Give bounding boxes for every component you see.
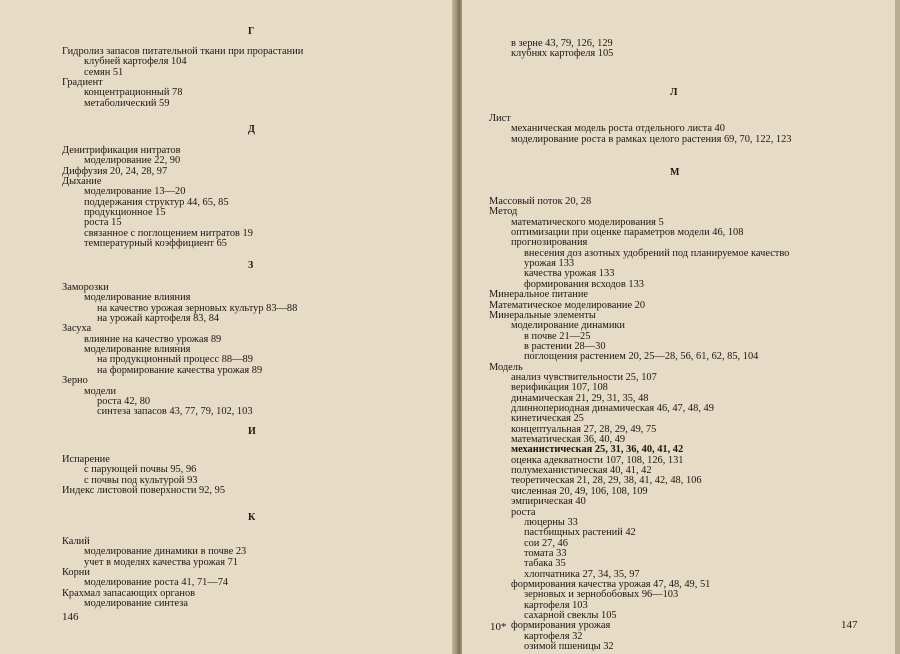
index-subentry: сахарной свеклы 105	[524, 610, 617, 621]
index-subentry: формирования всходов 133	[524, 278, 644, 290]
index-subentry: кинетическая 25	[511, 413, 584, 425]
index-subentry: клубнях картофеля 105	[511, 48, 614, 60]
section-letter: К	[248, 512, 256, 523]
index-subentry: клубней картофеля 104	[84, 56, 187, 68]
index-heading: Гидролиз запасов питательной ткани при прорастании	[62, 46, 304, 57]
index-subentry: моделирование роста в рамках целого растения 69, 70, 122, 123	[511, 133, 792, 145]
index-subentry: продукционное 15	[84, 207, 166, 219]
index-subentry: томата 33	[524, 547, 567, 559]
index-subentry: моделирование 22, 90	[84, 155, 181, 167]
index-subentry: динамическая 21, 29, 31, 35, 48	[511, 392, 649, 404]
page-number-left: 146	[62, 611, 79, 623]
index-subentry: роста 15	[84, 217, 122, 229]
index-subentry: пастбищных растений 42	[524, 527, 636, 539]
index-subentry: численная 20, 49, 106, 108, 109	[511, 485, 648, 497]
index-subentry: в растении 28—30	[524, 340, 606, 352]
index-heading: Модель	[489, 361, 523, 373]
index-subentry: оптимизации при оценке параметров модели 46, 108	[511, 227, 744, 239]
index-subentry: учет в моделях качества урожая 71	[84, 556, 239, 568]
index-heading: Минеральное питание	[489, 289, 589, 301]
index-subentry: моделирование 13—20	[84, 186, 186, 198]
index-subentry: урожая 133	[524, 258, 575, 270]
index-heading: Индекс листовой поверхности 92, 95	[62, 485, 226, 497]
index-subentry: семян 51	[84, 66, 124, 78]
index-subentry: табака 35	[524, 558, 566, 570]
index-subentry: механистическая 25, 31, 36, 40, 41, 42	[511, 444, 684, 456]
index-heading: Испарение	[62, 454, 110, 465]
index-subentry: роста	[511, 506, 536, 518]
index-subentry: моделирование синтеза	[84, 598, 188, 610]
index-subentry: математическая 36, 40, 49	[511, 434, 626, 445]
index-heading: Диффузия 20, 24, 28, 97	[62, 165, 168, 177]
index-heading: Математическое моделирование 20	[489, 299, 646, 311]
index-heading: Дыхание	[62, 176, 102, 188]
index-subentry: связанное с поглощением нитратов 19	[84, 227, 253, 239]
index-subentry: температурный коэффициент 65	[84, 238, 227, 250]
index-subentry: формирования качества урожая 47, 48, 49, 51	[511, 579, 711, 590]
index-subentry: качества урожая 133	[524, 268, 615, 280]
index-heading: Массовый поток 20, 28	[489, 196, 592, 207]
index-heading: Лист	[489, 113, 511, 124]
index-subentry: на формирование качества урожая 89	[97, 364, 263, 376]
index-subentry: картофеля 103	[524, 599, 588, 611]
section-letter: М	[670, 167, 680, 178]
section-letter: Д	[248, 124, 255, 135]
right-page	[462, 0, 900, 654]
index-subentry: в почве 21—25	[524, 330, 591, 342]
index-subentry: на качество урожая зерновых культур 83—88	[97, 302, 298, 314]
index-subentry: анализ чувствительности 25, 107	[511, 371, 657, 383]
index-subentry: прогнозирования	[511, 237, 588, 249]
index-subentry: модели	[84, 385, 117, 397]
index-heading: Крахмал запасающих органов	[62, 587, 196, 599]
index-subentry: озимой пшеницы 32	[524, 641, 614, 652]
index-subentry: математического моделирования 5	[511, 216, 664, 228]
index-subentry: моделирование роста 41, 71—74	[84, 577, 229, 589]
index-subentry: хлопчатника 27, 34, 35, 97	[524, 568, 640, 580]
index-subentry: верификация 107, 108	[511, 382, 608, 394]
index-heading: Зерно	[62, 375, 88, 387]
index-subentry: зерновых и зернобобовых 96—103	[524, 589, 679, 601]
index-subentry: с почвы под культурой 93	[84, 474, 198, 486]
index-subentry: теоретическая 21, 28, 29, 38, 41, 42, 48, 106	[511, 475, 702, 487]
index-subentry: механическая модель роста отдельного листа 40	[511, 123, 725, 135]
index-subentry: поглощения растением 20, 25—28, 56, 61, 62, 85, 104	[524, 351, 759, 363]
page-number-right: 147	[841, 619, 858, 631]
index-subentry: концентрационный 78	[84, 87, 183, 99]
index-subentry: синтеза запасов 43, 77, 79, 102, 103	[97, 406, 253, 418]
index-subentry: на продукционный процесс 88—89	[97, 354, 253, 366]
index-subentry: люцерны 33	[524, 516, 578, 528]
index-subentry: полумеханистическая 40, 41, 42	[511, 465, 652, 477]
index-subentry: влияние на качество урожая 89	[84, 333, 222, 345]
index-subentry: моделирование влияния	[84, 292, 191, 304]
section-letter: И	[248, 426, 256, 437]
page-edge	[895, 0, 900, 654]
index-subentry: в зерне 43, 79, 126, 129	[511, 38, 613, 49]
index-subentry: сои 27, 46	[524, 537, 568, 549]
index-subentry: с парующей почвы 95, 96	[84, 464, 197, 476]
index-subentry: моделирование динамики в почве 23	[84, 546, 247, 558]
index-subentry: на урожай картофеля 83, 84	[97, 313, 220, 325]
index-subentry: роста 42, 80	[97, 395, 151, 407]
index-subentry: картофеля 32	[524, 630, 583, 642]
section-letter: Л	[670, 87, 678, 98]
index-heading: Минеральные элементы	[489, 309, 596, 321]
index-heading: Засуха	[62, 323, 92, 335]
index-subentry: поддержания структур 44, 65, 85	[84, 196, 229, 208]
index-subentry: концептуальная 27, 28, 29, 49, 75	[511, 423, 657, 435]
index-heading: Метод	[489, 206, 518, 218]
index-subentry: моделирование влияния	[84, 344, 191, 356]
index-subentry: метаболический 59	[84, 97, 170, 109]
index-heading: Градиент	[62, 77, 103, 88]
index-subentry: оценка адекватности 107, 108, 126, 131	[511, 454, 684, 466]
index-heading: Заморозки	[62, 282, 109, 293]
index-heading: Калий	[62, 536, 90, 547]
section-letter: З	[248, 260, 254, 271]
index-heading: Денитрификация нитратов	[62, 145, 181, 156]
index-subentry: моделирование динамики	[511, 320, 625, 332]
section-letter: Г	[248, 26, 255, 37]
index-subentry: внесения доз азотных удобрений под планируемое качество	[524, 247, 790, 259]
signature-mark: 10*	[490, 621, 507, 633]
index-heading: Корни	[62, 567, 90, 578]
index-subentry: эмпирическая 40	[511, 496, 586, 508]
index-subentry: формирования урожая	[511, 620, 611, 632]
index-subentry: длиннопериодная динамическая 46, 47, 48, 49	[511, 403, 714, 414]
